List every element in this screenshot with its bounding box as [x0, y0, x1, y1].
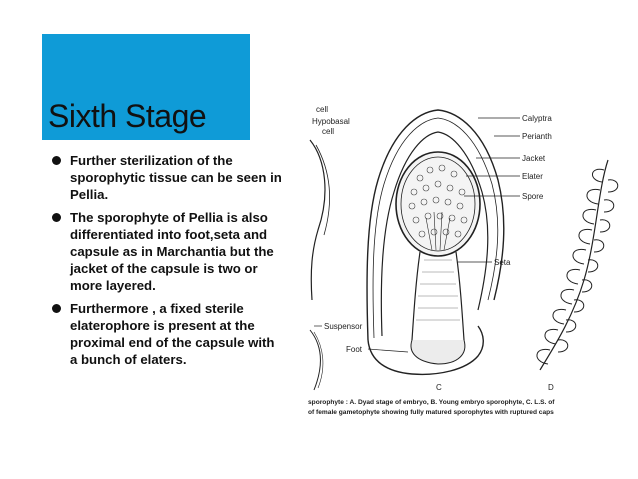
label-elater: Elater — [522, 172, 543, 181]
label-hypobasal-cell: cell — [322, 127, 335, 136]
label-panel-d: D — [548, 383, 554, 392]
figure-caption-line-1: sporophyte : A. Dyad stage of embryo, B. Young embryo sporophyte, C. L.S. of — [308, 399, 555, 406]
bullet-item — [52, 152, 284, 203]
label-jacket: Jacket — [522, 154, 546, 163]
bullet-dot-icon — [52, 156, 61, 165]
label-hypobasal: Hypobasal — [312, 117, 350, 126]
pellia-sporophyte-diagram — [308, 100, 620, 430]
label-suspensor: Suspensor — [324, 322, 363, 331]
label-perianth: Perianth — [522, 132, 552, 141]
bullet-text: Further sterilization of the sporophytic tissue can be seen in Pellia. — [70, 153, 282, 202]
bullet-item — [52, 209, 284, 294]
label-calyptra: Calyptra — [522, 114, 552, 123]
bullet-dot-icon — [52, 304, 61, 313]
bullet-item — [52, 300, 284, 368]
slide-title: Sixth Stage — [48, 98, 207, 134]
bullet-text: The sporophyte of Pellia is also differentiated into foot,seta and capsule as in Marchantia but the jacket of the capsule is two or more layered. — [70, 210, 274, 293]
label-spore: Spore — [522, 192, 544, 201]
bullet-list — [52, 152, 284, 374]
figure-caption-line-2: of female gametophyte showing fully matured sporophytes with ruptured caps — [308, 409, 554, 416]
label-panel-c: C — [436, 383, 442, 392]
label-foot: Foot — [346, 345, 363, 354]
bullet-text: Furthermore , a fixed sterile elaterophore is present at the proximal end of the capsule with a bunch of elaters. — [70, 301, 275, 367]
label-seta: Seta — [494, 258, 511, 267]
label-cell: cell — [316, 105, 329, 114]
bullet-dot-icon — [52, 213, 61, 222]
